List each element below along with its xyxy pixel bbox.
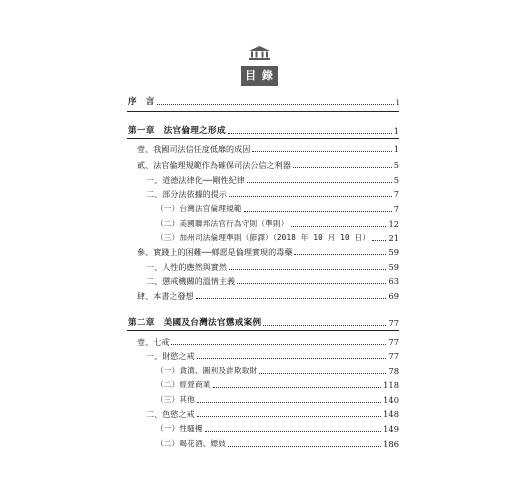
toc-entry-page-number: 148 (383, 409, 399, 419)
dot-leader (247, 182, 392, 183)
dot-leader (157, 104, 395, 105)
toc-entry[interactable] (146, 408, 399, 420)
toc-entry[interactable] (128, 96, 399, 108)
dot-leader (263, 325, 386, 326)
toc-entry[interactable] (146, 350, 399, 362)
dot-leader (228, 133, 392, 134)
toc-entry-page-number: 21 (388, 233, 399, 243)
toc-entry[interactable] (137, 246, 399, 258)
toc-entry-label: 第一章 法官倫理之形成 (128, 126, 226, 136)
dot-leader (237, 283, 386, 284)
toc-entry[interactable] (156, 218, 399, 230)
toc-entry-page-number: i (396, 97, 399, 107)
top-divider (127, 111, 399, 112)
dot-leader (229, 269, 386, 270)
toc-entry[interactable] (156, 232, 399, 244)
toc-entry-label: （二）美國聯邦法官行為守則（準則） (156, 219, 289, 228)
toc-entry-page-number: 63 (388, 276, 399, 286)
toc-entry-label: 第二章 美國及台灣法官懲戒案例 (128, 318, 262, 328)
toc-entry-page-number: 7 (393, 189, 399, 199)
toc-entry[interactable] (156, 438, 399, 450)
toc-entry[interactable] (156, 423, 399, 435)
toc-entry[interactable] (128, 125, 399, 137)
toc-entry[interactable] (146, 275, 399, 287)
toc-entry-label: 參、實踐上的困難──鄉愿是倫理實現的毒藥 (137, 247, 293, 257)
toc-entry[interactable] (156, 394, 399, 406)
toc-entry-page-number: 77 (388, 351, 399, 361)
toc-entry-page-number: 77 (388, 318, 399, 328)
dot-leader (291, 226, 387, 227)
dot-leader (213, 387, 382, 388)
toc-entry-label: 二、懲戒機關的溫情主義 (146, 276, 236, 286)
dot-leader (197, 358, 387, 359)
dot-leader (171, 344, 386, 345)
toc-entry-label: 貳、法官倫理規範作為確保司法公信之利器 (137, 160, 291, 170)
chapter-divider (127, 138, 399, 139)
toc-entry-label: 二、色慾之戒 (146, 409, 195, 419)
dot-leader (196, 298, 387, 299)
toc-entry-label: 二、部分法依據的提示 (146, 189, 227, 199)
toc-entry-label: 序 言 (128, 97, 155, 107)
dot-leader (259, 373, 386, 374)
toc-title-badge (241, 46, 278, 88)
toc-entry-label: （一）貪濆、圖利及詐欺取財 (156, 366, 258, 375)
toc-entry-label: 一、財慾之戒 (146, 351, 195, 361)
toc-entry[interactable] (128, 317, 399, 329)
toc-entry[interactable] (146, 174, 399, 186)
toc-entry-page-number: 140 (383, 395, 399, 405)
toc-entry[interactable] (146, 261, 399, 273)
toc-entry-page-number: 1 (393, 144, 399, 154)
dot-leader (244, 211, 392, 212)
toc-entry-page-number: 5 (393, 175, 399, 185)
toc-entry-label: 壹、七戒 (137, 337, 170, 347)
dot-leader (293, 167, 392, 168)
dot-leader (197, 402, 381, 403)
toc-entry-label: （三）其他 (156, 395, 195, 404)
toc-entry-label: （一）性騷擾 (156, 424, 203, 433)
dot-leader (228, 446, 381, 447)
building-roof-icon (249, 46, 270, 60)
toc-entry-label: 一、道德法律化──剛性紀律 (146, 175, 245, 185)
toc-entry-label: （三）加州司法倫理準則（節譯）（2018 年 10 月 10 日） (156, 233, 371, 242)
toc-entry-page-number: 186 (383, 439, 399, 449)
toc-entry-label: 肆、本書之發想 (137, 291, 194, 301)
toc-entry[interactable] (156, 379, 399, 391)
toc-entry-page-number: 149 (383, 424, 399, 434)
dot-leader (205, 431, 381, 432)
toc-title: 目 錄 (241, 66, 278, 86)
toc-entry-label: （二）喝花酒、嫖妓 (156, 439, 227, 448)
toc-entry-page-number: 59 (388, 247, 399, 257)
dot-leader (372, 240, 386, 241)
toc-entry[interactable] (137, 159, 399, 171)
toc-entry-page-number: 12 (388, 219, 399, 229)
dot-leader (197, 416, 382, 417)
toc-entry-page-number: 5 (393, 160, 399, 170)
toc-entry-page-number: 69 (388, 291, 399, 301)
toc-entry-label: 一、人性的應然與實然 (146, 262, 227, 272)
toc-entry-label: （二）經營商業 (156, 380, 211, 389)
toc-entry-page-number: 1 (393, 126, 399, 136)
dot-leader (229, 196, 392, 197)
toc-entry[interactable] (137, 143, 399, 155)
toc-entry-label: （一）台灣法官倫理規範 (156, 204, 242, 213)
toc-entry[interactable] (146, 188, 399, 200)
dot-leader (252, 151, 391, 152)
toc-entry-page-number: 77 (388, 337, 399, 347)
toc-entry-page-number: 78 (388, 366, 399, 376)
toc-entry-page-number: 118 (383, 380, 399, 390)
toc-entry-page-number: 59 (388, 262, 399, 272)
toc-entry[interactable] (156, 365, 399, 377)
toc-entry-label: 壹、我國司法信任度低靡的成因 (137, 144, 251, 154)
toc-entry[interactable] (137, 290, 399, 302)
chapter-divider (127, 330, 399, 331)
toc-entry[interactable] (156, 203, 399, 215)
dot-leader (294, 254, 386, 255)
toc-entry[interactable] (137, 336, 399, 348)
toc-entry-page-number: 7 (393, 204, 399, 214)
